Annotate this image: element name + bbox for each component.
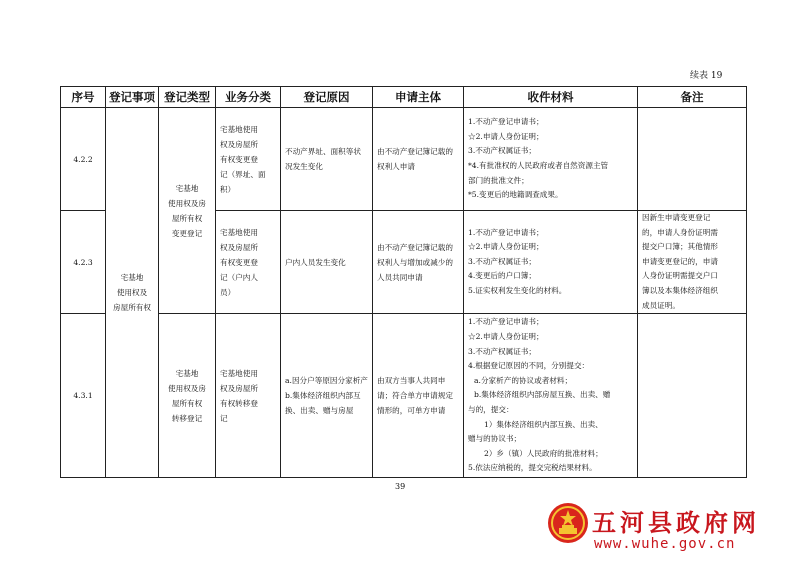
remark-cell	[638, 211, 747, 314]
business-line: 记	[220, 413, 228, 423]
material-item: *5.变更后的地籍调查成果。	[468, 190, 563, 200]
table-header-row	[61, 87, 747, 108]
table-row	[61, 314, 747, 478]
subject-cell: 由双方当事人共同申请；符合单方申请规定情形的，可单方申请	[373, 314, 464, 478]
material-item: 5.依法应纳税的，提交完税结果材料。	[468, 463, 597, 473]
material-item: 4.变更后的户口簿；	[468, 271, 536, 281]
materials-cell	[464, 314, 638, 478]
material-item: 赠与的协议书；	[468, 434, 522, 444]
registration-table	[60, 86, 747, 478]
page-number: 39	[395, 482, 406, 491]
material-item: 3.不动产权属证书；	[468, 146, 536, 156]
material-item: 5.证实权利发生变化的材料。	[468, 285, 567, 295]
material-item: 1）集体经济组织内部互换、出卖、	[484, 419, 603, 429]
type-line: 宅基地	[175, 183, 199, 193]
remark-line: 申请变更登记的，申请	[642, 256, 718, 266]
header-item: 登记事项	[106, 87, 159, 108]
registration-item-line: 使用权及	[116, 288, 148, 298]
business-line: 记（户内人	[220, 272, 258, 282]
material-item: 4.根据登记原因的不同，分别提交：	[468, 361, 590, 371]
material-item: ☆2.申请人身份证明；	[468, 131, 544, 141]
material-item: 1.不动产登记申请书；	[468, 227, 544, 237]
material-item: 与的，提交：	[468, 404, 514, 414]
type-cell	[159, 108, 216, 314]
business-line: 宅基地使用	[220, 124, 258, 134]
site-logo[interactable]	[546, 501, 786, 563]
type-line: 宅基地	[175, 368, 199, 378]
material-item: 1.不动产登记申请书；	[468, 117, 544, 127]
subject-cell: 由不动产登记簿记载的权利人与增加或减少的人员共同申请	[373, 211, 464, 314]
business-line: 积）	[220, 184, 236, 194]
header-materials: 收件材料	[464, 87, 638, 108]
header-type: 登记类型	[159, 87, 216, 108]
registration-item-line: 宅基地	[120, 273, 144, 283]
type-line: 使用权及房	[168, 198, 206, 208]
type-line: 屋所有权	[171, 398, 203, 408]
reason-cell: 不动产界址、面积等状况发生变化	[281, 108, 373, 211]
business-line: 权及房屋所	[220, 383, 258, 393]
business-line: 有权转移登	[220, 398, 258, 408]
row-id: 4.2.2	[61, 108, 106, 211]
material-item: *4.有批准权的人民政府或者自然资源主管	[468, 161, 609, 170]
type-line: 屋所有权	[171, 213, 203, 223]
material-item: 部门的批准文件；	[468, 175, 529, 185]
remark-line: 因新生申请变更登记	[642, 213, 711, 222]
row-id: 4.2.3	[61, 211, 106, 314]
row-id: 4.3.1	[61, 314, 106, 478]
header-business: 业务分类	[216, 87, 281, 108]
header-remark: 备注	[638, 87, 747, 108]
material-item: a.分家析产的协议或者材料；	[474, 375, 573, 385]
business-line: 有权变更登	[220, 154, 258, 164]
remark-line: 成员证明。	[642, 300, 680, 310]
remark-line: 人身份证明需提交户口	[642, 271, 718, 281]
business-cell	[216, 211, 281, 314]
business-line: 权及房屋所	[220, 139, 258, 149]
subject-cell: 由不动产登记簿记载的权利人申请	[373, 108, 464, 211]
business-line: 宅基地使用	[220, 227, 258, 237]
business-line: 员）	[220, 287, 236, 297]
materials-cell	[464, 108, 638, 211]
material-item: 3.不动产权属证书；	[468, 256, 536, 266]
type-line: 使用权及房	[168, 383, 206, 393]
material-item: ☆2.申请人身份证明；	[468, 242, 544, 252]
remark-line: 提交户口簿；其他情形	[642, 242, 718, 252]
reason-cell: 户内人员发生变化	[281, 211, 373, 314]
registration-item-cell	[106, 108, 159, 478]
business-cell	[216, 314, 281, 478]
material-item: 2）乡（镇）人民政府的批准材料；	[484, 448, 603, 458]
reason-line: a.因分户等原因分家析产	[285, 376, 368, 386]
material-item: 3.不动产权属证书；	[468, 346, 536, 356]
business-line: 记（界址、面	[220, 169, 266, 179]
registration-item-line: 房屋所有权	[113, 303, 151, 313]
materials-cell	[464, 211, 638, 314]
type-line: 转移登记	[171, 413, 203, 423]
business-cell	[216, 108, 281, 211]
header-subject: 申请主体	[373, 87, 464, 108]
business-line: 权及房屋所	[220, 242, 258, 252]
business-line: 宅基地使用	[220, 368, 258, 378]
table-row	[61, 108, 747, 211]
continued-label: 续表 19	[690, 71, 723, 81]
reason-cell	[281, 314, 373, 478]
type-line: 变更登记	[171, 228, 203, 238]
national-emblem-icon	[546, 501, 590, 545]
remark-line: 簿以及本集体经济组织	[642, 285, 718, 295]
type-cell	[159, 314, 216, 478]
logo-title: 五河县政府网	[592, 509, 760, 537]
logo-url[interactable]: www.wuhe.gov.cn	[594, 536, 736, 552]
remark-line: 的，申请人身份证明需	[642, 227, 718, 237]
remark-cell	[638, 108, 747, 211]
material-item: ☆2.申请人身份证明；	[468, 331, 544, 341]
reason-line: b.集体经济组织内部互换、出卖、赠与房屋	[285, 391, 361, 416]
header-reason: 登记原因	[281, 87, 373, 108]
material-item: b.集体经济组织内部房屋互换、出卖、赠	[474, 390, 611, 400]
business-line: 有权变更登	[220, 257, 258, 267]
material-item: 1.不动产登记申请书；	[468, 317, 544, 327]
header-seq: 序号	[61, 87, 106, 108]
remark-cell	[638, 314, 747, 478]
